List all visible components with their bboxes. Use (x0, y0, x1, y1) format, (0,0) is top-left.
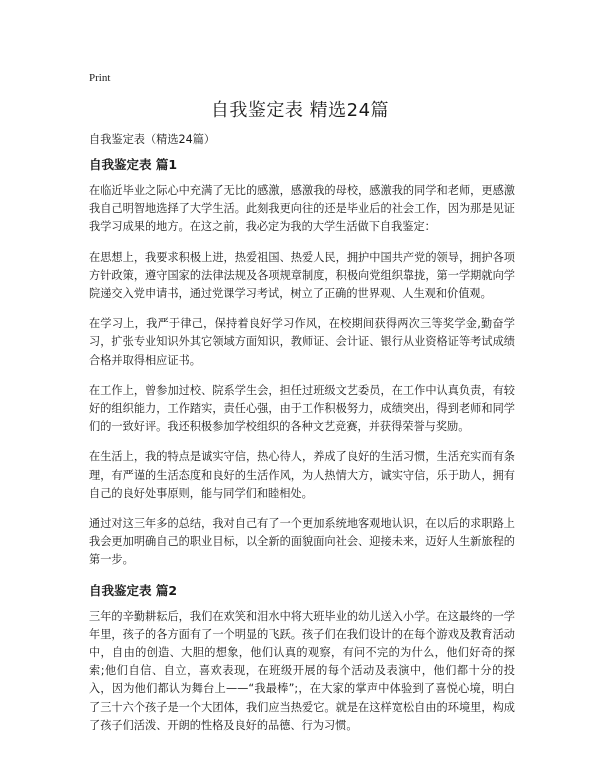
paragraph: 通过对这三年多的总结，我对自己有了一个更加系统地客观地认识，在以后的求职路上我会更加明确自己的职业目标，以全新的面貌面向社会、迎接未来，迈好人生新旅程的第一步。 (89, 517, 515, 567)
paragraph: 三年的辛勤耕耘后，我们在欢笑和泪水中将大班毕业的幼儿送入小学。在这最终的一学年里，孩子的各方面有了一个明显的飞跃。孩子们在我们设计的在每个游戏及教育活动中，自由的创造、大胆的想象，他们认真的观察，有问不完的为什么，他们好奇的探索;他们自信、自立，喜欢表现，在班级开展的每个活动及表演中，他们都十分的投入，因为他们都认为舞台上——“我最棒”;，在大家的掌声中体验到了喜悦心境，明白了三十六个孩子是一个大团体，我们应当热爱它。就是在这样宽松自由的环境里，构成了孩子们活泼、开朗的性格及良好的品德、行为习惯。 (89, 609, 515, 732)
section-heading-1: 自我鉴定表 篇1 (89, 157, 178, 172)
paragraph: 在学习上，我严于律己，保持着良好学习作风，在校期间获得两次三等奖学金,勤奋学习，扩张专业知识外其它领域方面知识，教师证、会计证、银行从业资格证等考试成绩合格并取得相应证书。 (89, 317, 515, 367)
document-content (89, 131, 515, 747)
section-heading-2: 自我鉴定表 篇2 (89, 582, 178, 598)
paragraph: 在思想上，我要求积极上进，热爱祖国、热爱人民，拥护中国共产党的领导，拥护各项方针政策，遵守国家的法律法规及各项规章制度，积极向党组织靠拢，第一学期就向学院递交入党申请书，通过党课学习考试，树立了正确的世界观、人生观和价值观。 (89, 250, 515, 301)
print-link[interactable]: Print (89, 72, 111, 84)
document-subtitle: 自我鉴定表（精选24篇） (89, 133, 216, 146)
page-title: 自我鉴定表 精选24篇 (210, 100, 390, 121)
paragraph: 在生活上，我的特点是诚实守信，热心待人，养成了良好的生活习惯，生活充实而有条理，有严谨的生活态度和良好的生活作风，为人热情大方，诚实守信，乐于助人，拥有自己的良好处事原则，能与同学们和睦相处。 (89, 450, 515, 500)
paragraph: 在临近毕业之际心中充满了无比的感激，感激我的母校，感激我的同学和老师，更感激我自己明智地选择了大学生活。此刻我更向往的还是毕业后的社会工作，因为那是见证我学习成果的地方。在这之前，我必定为我的大学生活做下自我鉴定： (89, 184, 515, 234)
paragraph: 在工作上，曾参加过校、院系学生会，担任过班级文艺委员，在工作中认真负责，有较好的组织能力，工作踏实，责任心强，由于工作积极努力，成绩突出，得到老师和同学们的一致好评。我还积极参加学校组织的各种文艺竞赛，并获得荣誉与奖励。 (89, 383, 515, 434)
